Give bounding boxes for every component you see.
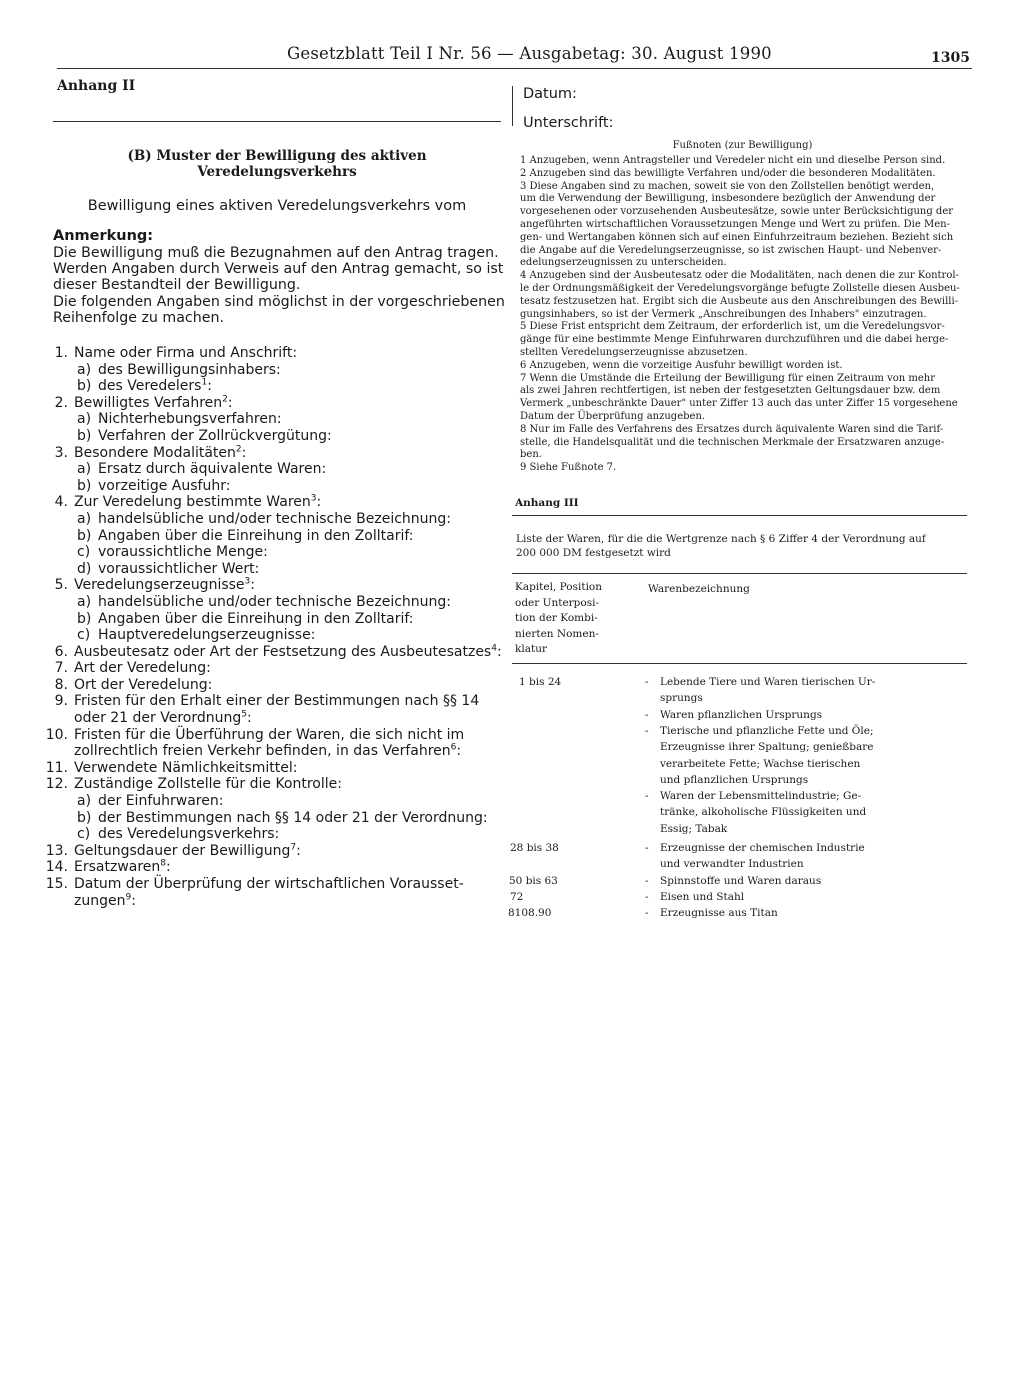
item-text <box>98 478 230 494</box>
footnote-line: 9 Siehe Fußnote 7. <box>520 462 617 474</box>
item-text <box>74 859 171 875</box>
item-text <box>74 577 255 593</box>
list-item <box>40 876 510 909</box>
item-text-line: vorzeitige Ausfuhr: <box>98 477 231 494</box>
item-text <box>98 561 259 577</box>
item-text <box>74 876 464 909</box>
item-text-line: oder 21 der Verordnung <box>74 710 242 727</box>
item-text <box>98 611 414 627</box>
goods-description-line: Erzeugnisse aus Titan <box>660 907 778 919</box>
item-text-line: Ersatzwaren <box>74 859 161 876</box>
goods-description-line: Eisen und Stahl <box>660 891 745 903</box>
footnotes-heading: Fußnoten (zur Bewilligung) <box>672 140 813 151</box>
list-item <box>40 727 510 760</box>
note-line: Die Bewilligung muß die Bezugnahmen auf den Antrag tragen. <box>53 245 499 261</box>
goods-description-line: Erzeugnisse ihrer Spaltung; genießbare <box>660 741 874 754</box>
item-text-line: Angaben über die Einreihung in den Zolltarif: <box>98 610 414 627</box>
list-subitem <box>40 478 510 495</box>
item-number: 4. <box>54 494 68 511</box>
goods-description-line: verarbeitete Fette; Wachse tierischen <box>660 757 861 770</box>
goods-description-line: Waren pflanzlichen Ursprungs <box>660 709 823 721</box>
row-dash: - <box>645 725 649 737</box>
goods-description <box>660 840 890 873</box>
table-header-line: klatur <box>515 643 547 655</box>
table-header-line: nierten Nomen- <box>515 627 599 640</box>
note-text <box>53 245 503 326</box>
list-subitem <box>40 544 510 561</box>
item-colon: : <box>456 743 462 760</box>
list-subitem <box>40 511 510 528</box>
list-item <box>40 859 510 876</box>
list-subitem <box>40 461 510 478</box>
item-text <box>98 594 451 610</box>
list-subitem <box>40 428 510 445</box>
tariff-code: 50 bis 63 <box>509 875 558 887</box>
footnote-line: gänge für eine bestimmte Menge Einfuhrwaren durchzuführen und die dabei herge- <box>520 334 949 346</box>
footnote-ref: 8 <box>160 858 167 869</box>
item-text <box>74 345 297 361</box>
goods-description <box>660 889 890 905</box>
item-number: 3. <box>54 444 68 461</box>
table-header-line: Kapitel, Position <box>515 581 603 593</box>
item-colon: : <box>241 444 247 461</box>
item-text <box>98 810 488 826</box>
footnote-line: 2 Anzugeben sind das bewilligte Verfahren und/oder die besonderen Modalitäten. <box>520 167 936 179</box>
item-text-line: handelsübliche und/oder technische Bezeichnung: <box>98 510 452 527</box>
footnote-ref: 2 <box>222 394 228 405</box>
item-text <box>74 776 342 792</box>
item-text-line: der Einfuhrwaren: <box>98 793 224 810</box>
subitem-letter: a) <box>77 510 92 527</box>
item-text-line: Fristen für den Erhalt einer der Bestimmungen nach §§ 14 <box>74 693 480 710</box>
table-header-line: oder Unterposi- <box>515 596 600 609</box>
item-number: 7. <box>54 660 68 677</box>
note-line: Die folgenden Angaben sind möglichst in der vorgeschriebenen <box>53 293 505 310</box>
footnote-line: die Angabe auf die Veredelungserzeugnisse, so ist zwischen Haupt- und Nebenver- <box>520 244 942 256</box>
list-item <box>40 395 510 412</box>
list-item <box>40 776 510 793</box>
footnote-line: 6 Anzugeben, wenn die vorzeitige Ausfuhr bewilligt worden ist. <box>520 359 843 371</box>
item-number: 2. <box>54 394 68 411</box>
item-number: 14. <box>45 859 68 876</box>
tariff-code: 72 <box>510 891 524 903</box>
tariff-code: 1 bis 24 <box>519 676 562 688</box>
list-item <box>40 644 510 661</box>
item-text-line: Besondere Modalitäten <box>74 444 236 461</box>
item-number: 12. <box>45 776 68 793</box>
item-text <box>74 843 301 859</box>
footnote-line: als zwei Jahren rechtfertigen, ist neben der festgesetzten Geltungsdauer bzw. dem <box>520 385 941 397</box>
note-heading: Anmerkung: <box>53 228 154 244</box>
list-item <box>40 693 510 726</box>
item-text <box>98 461 326 477</box>
goods-description <box>660 723 890 788</box>
goods-description-line: Waren der Lebensmittelindustrie; Ge- <box>660 790 862 802</box>
item-text-line: Angaben über die Einreihung in den Zolltarif: <box>98 527 414 544</box>
row-dash: - <box>645 875 649 887</box>
footnote-line: um die Verwendung der Bewilligung, insbesondere bezüglich der Anwendung der <box>520 193 936 205</box>
item-text-line: Bewilligtes Verfahren <box>74 394 223 411</box>
subitem-letter: b) <box>77 809 92 826</box>
list-item <box>40 677 510 694</box>
footnotes <box>520 155 968 475</box>
row-dash: - <box>645 790 649 802</box>
list-intro <box>516 532 964 560</box>
subitem-letter: a) <box>77 461 92 478</box>
footnote-line: 7 Wenn die Umstände die Erteilung der Bewilligung für einen Zeitraum von mehr <box>520 372 935 384</box>
goods-description-line: Tierische und pflanzliche Fette und Öle; <box>660 725 874 737</box>
item-text-line: des Bewilligungsinhabers: <box>98 361 281 378</box>
list-item <box>40 843 510 860</box>
footnote-line: angeführten wirtschaftlichen Voraussetzungen Menge und Wert zu prüfen. Die Men- <box>520 218 950 230</box>
annex-ii-label: Anhang II <box>57 78 136 94</box>
goods-description <box>660 707 890 723</box>
row-dash: - <box>645 907 649 919</box>
item-text-line: Verwendete Nämlichkeitsmittel: <box>74 759 298 776</box>
item-text-line: Geltungsdauer der Bewilligung <box>74 842 291 859</box>
footnote-line: vorgesehenen oder vorzusehenden Ausbeutesätze, sowie unter Berücksichtigung der <box>520 206 954 218</box>
goods-description-line: Lebende Tiere und Waren tierischen Ur- <box>660 676 876 688</box>
item-colon: : <box>227 394 233 411</box>
divider <box>512 663 967 664</box>
page-header <box>57 44 972 69</box>
item-text-line: des Veredelers <box>98 378 202 395</box>
divider <box>512 515 967 516</box>
list-subitem <box>40 411 510 428</box>
goods-description-line: sprungs <box>660 692 703 705</box>
goods-description <box>660 788 890 837</box>
item-text <box>74 494 321 510</box>
item-text <box>98 826 279 842</box>
list-item <box>40 577 510 594</box>
goods-description-line: Erzeugnisse der chemischen Industrie <box>660 842 865 854</box>
list-intro-line: 200 000 DM festgesetzt wird <box>516 547 671 559</box>
list-subitem <box>40 594 510 611</box>
divider <box>53 121 501 122</box>
item-text <box>98 428 332 444</box>
footnote-line: 8 Nur im Falle des Verfahrens des Ersatzes durch äquivalente Waren sind die Tarif- <box>520 423 944 435</box>
signature-label: Unterschrift: <box>523 115 614 131</box>
goods-description-line: und verwandter Industrien <box>660 858 804 871</box>
item-colon: : <box>207 378 212 395</box>
item-text <box>98 411 282 427</box>
item-text <box>74 445 246 461</box>
item-number: 8. <box>54 676 68 693</box>
item-number: 5. <box>54 577 68 594</box>
footnote-ref: 3 <box>310 493 317 504</box>
footnote-line: Datum der Überprüfung anzugeben. <box>520 410 706 422</box>
row-dash: - <box>645 709 649 721</box>
item-text <box>98 528 414 544</box>
subitem-letter: b) <box>77 477 92 494</box>
subitem-letter: b) <box>77 378 92 395</box>
footnote-line: 3 Diese Angaben sind zu machen, soweit sie von den Zollstellen benötigt werden, <box>520 180 935 192</box>
model-title-line: Veredelungsverkehrs <box>197 164 357 180</box>
list-subitem <box>40 793 510 810</box>
table-header-goods: Warenbezeichnung <box>648 583 750 595</box>
item-text-line: Datum der Überprüfung der wirtschaftlichen Vorausset- <box>74 876 464 892</box>
header-title: Gesetzblatt Teil I Nr. 56 — Ausgabetag: 30. August 1990 <box>287 44 772 63</box>
item-text-line: Ersatz durch äquivalente Waren: <box>98 461 327 478</box>
item-text-line: der Bestimmungen nach §§ 14 oder 21 der Verordnung: <box>98 809 488 826</box>
item-number: 10. <box>45 726 68 743</box>
item-text-line: Ausbeutesatz oder Art der Festsetzung des Ausbeutesatzes <box>74 643 492 660</box>
footnote-line: 4 Anzugeben sind der Ausbeutesatz oder die Modalitäten, nach denen die zur Kontrol- <box>520 270 959 282</box>
goods-description-line: tränke, alkoholische Flüssigkeiten und <box>660 806 867 819</box>
list-subitem <box>40 561 510 578</box>
item-text <box>74 644 502 660</box>
item-text-line: Ort der Veredelung: <box>74 676 213 693</box>
goods-description-line: und pflanzlichen Ursprungs <box>660 773 809 786</box>
item-text <box>98 378 212 394</box>
list-subitem <box>40 627 510 644</box>
permit-subtitle: Bewilligung eines aktiven Veredelungsverkehrs vom <box>87 198 467 214</box>
list-item <box>40 494 510 511</box>
list-subitem <box>40 611 510 628</box>
tariff-code: 8108.90 <box>508 907 552 919</box>
footnote-line: stellten Veredelungserzeugnisse abzusetzen. <box>520 346 748 358</box>
divider <box>512 573 967 574</box>
row-dash: - <box>645 891 649 903</box>
footnote-ref: 7 <box>290 842 297 853</box>
model-title <box>53 148 501 180</box>
list-item <box>40 660 510 677</box>
item-colon: : <box>247 710 252 727</box>
note-line: dieser Bestandteil der Bewilligung. <box>53 277 301 294</box>
item-number: 6. <box>54 643 68 660</box>
subitem-letter: b) <box>77 610 92 627</box>
item-text-line: voraussichtlicher Wert: <box>98 560 260 577</box>
goods-description-line: Essig; Tabak <box>660 822 728 835</box>
note-line: Reihenfolge zu machen. <box>53 309 224 326</box>
item-text-line: Zuständige Zollstelle für die Kontrolle: <box>74 776 342 793</box>
item-text-line: Art der Veredelung: <box>74 660 211 677</box>
footnote-ref: 4 <box>491 643 497 654</box>
footnote-ref: 3 <box>244 576 251 587</box>
goods-description <box>660 873 890 889</box>
row-dash: - <box>645 842 649 854</box>
footnote-line: 1 Anzugeben, wenn Antragsteller und Veredeler nicht ein und dieselbe Person sind. <box>520 155 946 166</box>
subitem-letter: c) <box>77 627 91 644</box>
subitem-letter: a) <box>77 411 92 428</box>
model-title-line: (B) Muster der Bewilligung des aktiven <box>127 148 427 164</box>
list-subitem <box>40 362 510 379</box>
table-header-chapter <box>515 580 610 658</box>
footnote-line: Vermerk „unbeschränkte Dauer" unter Ziffer 13 auch das unter Ziffer 15 vorgesehene <box>520 398 958 410</box>
item-colon: : <box>296 842 301 859</box>
footnote-line: 5 Diese Frist entspricht dem Zeitraum, der erforderlich ist, um die Veredelungsvor- <box>520 321 945 333</box>
subitem-letter: a) <box>77 593 92 610</box>
item-text <box>74 727 464 760</box>
permit-items-list <box>40 345 510 909</box>
page-number: 1305 <box>931 50 970 66</box>
item-colon: : <box>166 859 171 876</box>
subitem-letter: b) <box>77 527 92 544</box>
item-text-line: handelsübliche und/oder technische Bezeichnung: <box>98 593 452 610</box>
column-divider <box>512 86 513 126</box>
item-text <box>74 693 479 726</box>
item-text-line: Veredelungserzeugnisse <box>74 577 245 594</box>
list-item <box>40 345 510 362</box>
item-text <box>74 395 233 411</box>
subitem-letter: c) <box>77 544 91 561</box>
footnote-line: edelungserzeugnissen zu unterscheiden. <box>520 257 727 269</box>
item-number: 13. <box>45 842 68 859</box>
subitem-letter: b) <box>77 427 92 444</box>
item-text <box>98 511 451 527</box>
list-subitem <box>40 826 510 843</box>
item-text-line: Hauptveredelungserzeugnisse: <box>98 627 316 644</box>
item-text <box>74 660 211 676</box>
goods-description <box>660 905 890 921</box>
footnote-line: gungsinhabers, so ist der Vermerk „Anschreibungen des Inhabers" einzutragen. <box>520 308 927 320</box>
footnote-ref: 6 <box>450 742 457 753</box>
item-text-line: des Veredelungsverkehrs: <box>98 826 280 843</box>
list-item <box>40 760 510 777</box>
item-colon: : <box>250 577 255 594</box>
item-number: 1. <box>54 345 68 361</box>
subitem-letter: a) <box>77 793 92 810</box>
subitem-letter: c) <box>77 826 91 843</box>
item-colon: : <box>316 494 322 511</box>
item-text-line: Name oder Firma und Anschrift: <box>74 345 298 361</box>
footnote-ref: 1 <box>201 377 208 388</box>
item-text-line: Nichterhebungsverfahren: <box>98 411 282 428</box>
item-colon: : <box>131 892 136 909</box>
subitem-letter: d) <box>77 560 92 577</box>
table-header-line: tion der Kombi- <box>515 612 598 624</box>
item-text <box>98 544 268 560</box>
item-number: 15. <box>45 876 68 892</box>
item-text <box>74 677 212 693</box>
goods-description-line: Spinnstoffe und Waren daraus <box>660 875 822 887</box>
item-text-line: Verfahren der Zollrückvergütung: <box>98 427 332 444</box>
goods-description <box>660 674 890 707</box>
item-number: 11. <box>45 759 68 776</box>
item-colon: : <box>496 643 502 660</box>
date-label: Datum: <box>523 86 577 102</box>
item-number: 9. <box>54 693 68 710</box>
list-item <box>40 445 510 462</box>
item-text <box>74 760 298 776</box>
footnote-line: le der Ordnungsmäßigkeit der Veredelungsvorgänge befugte Zollstelle diesen Ausbeu- <box>520 282 960 294</box>
footnote-line: ben. <box>520 449 542 461</box>
footnote-ref: 2 <box>235 443 242 454</box>
footnote-ref: 9 <box>125 891 132 902</box>
item-text-line: Zur Veredelung bestimmte Waren <box>74 494 311 511</box>
list-subitem <box>40 810 510 827</box>
tariff-code: 28 bis 38 <box>510 842 559 854</box>
note-line: Werden Angaben durch Verweis auf den Antrag gemacht, so ist <box>53 261 504 278</box>
item-text <box>98 362 281 378</box>
item-text-line: zollrechtlich freien Verkehr befinden, in das Verfahren <box>74 743 451 760</box>
row-dash: - <box>645 676 649 688</box>
footnote-ref: 5 <box>241 709 247 720</box>
list-subitem <box>40 378 510 395</box>
item-text-line: voraussichtliche Menge: <box>98 544 268 561</box>
footnote-line: gen- und Wertangaben können sich auf einen Einfuhrzeitraum beziehen. Bezieht sich <box>520 231 954 243</box>
list-intro-line: Liste der Waren, für die die Wertgrenze nach § 6 Ziffer 4 der Verordnung auf <box>516 533 926 545</box>
footnote-line: tesatz festzusetzen hat. Ergibt sich die Ausbeute aus den Anschreibungen des Bewilli- <box>520 295 959 307</box>
item-text-line: zungen <box>74 892 126 909</box>
item-text-line: Fristen für die Überführung der Waren, die sich nicht im <box>74 726 465 743</box>
item-text <box>98 627 315 643</box>
footnote-line: stelle, die Handelsqualität und die technischen Merkmale der Ersatzwaren anzuge- <box>520 436 945 448</box>
subitem-letter: a) <box>77 361 92 378</box>
list-subitem <box>40 528 510 545</box>
annex-iii-label: Anhang III <box>515 497 579 509</box>
item-text <box>98 793 223 809</box>
